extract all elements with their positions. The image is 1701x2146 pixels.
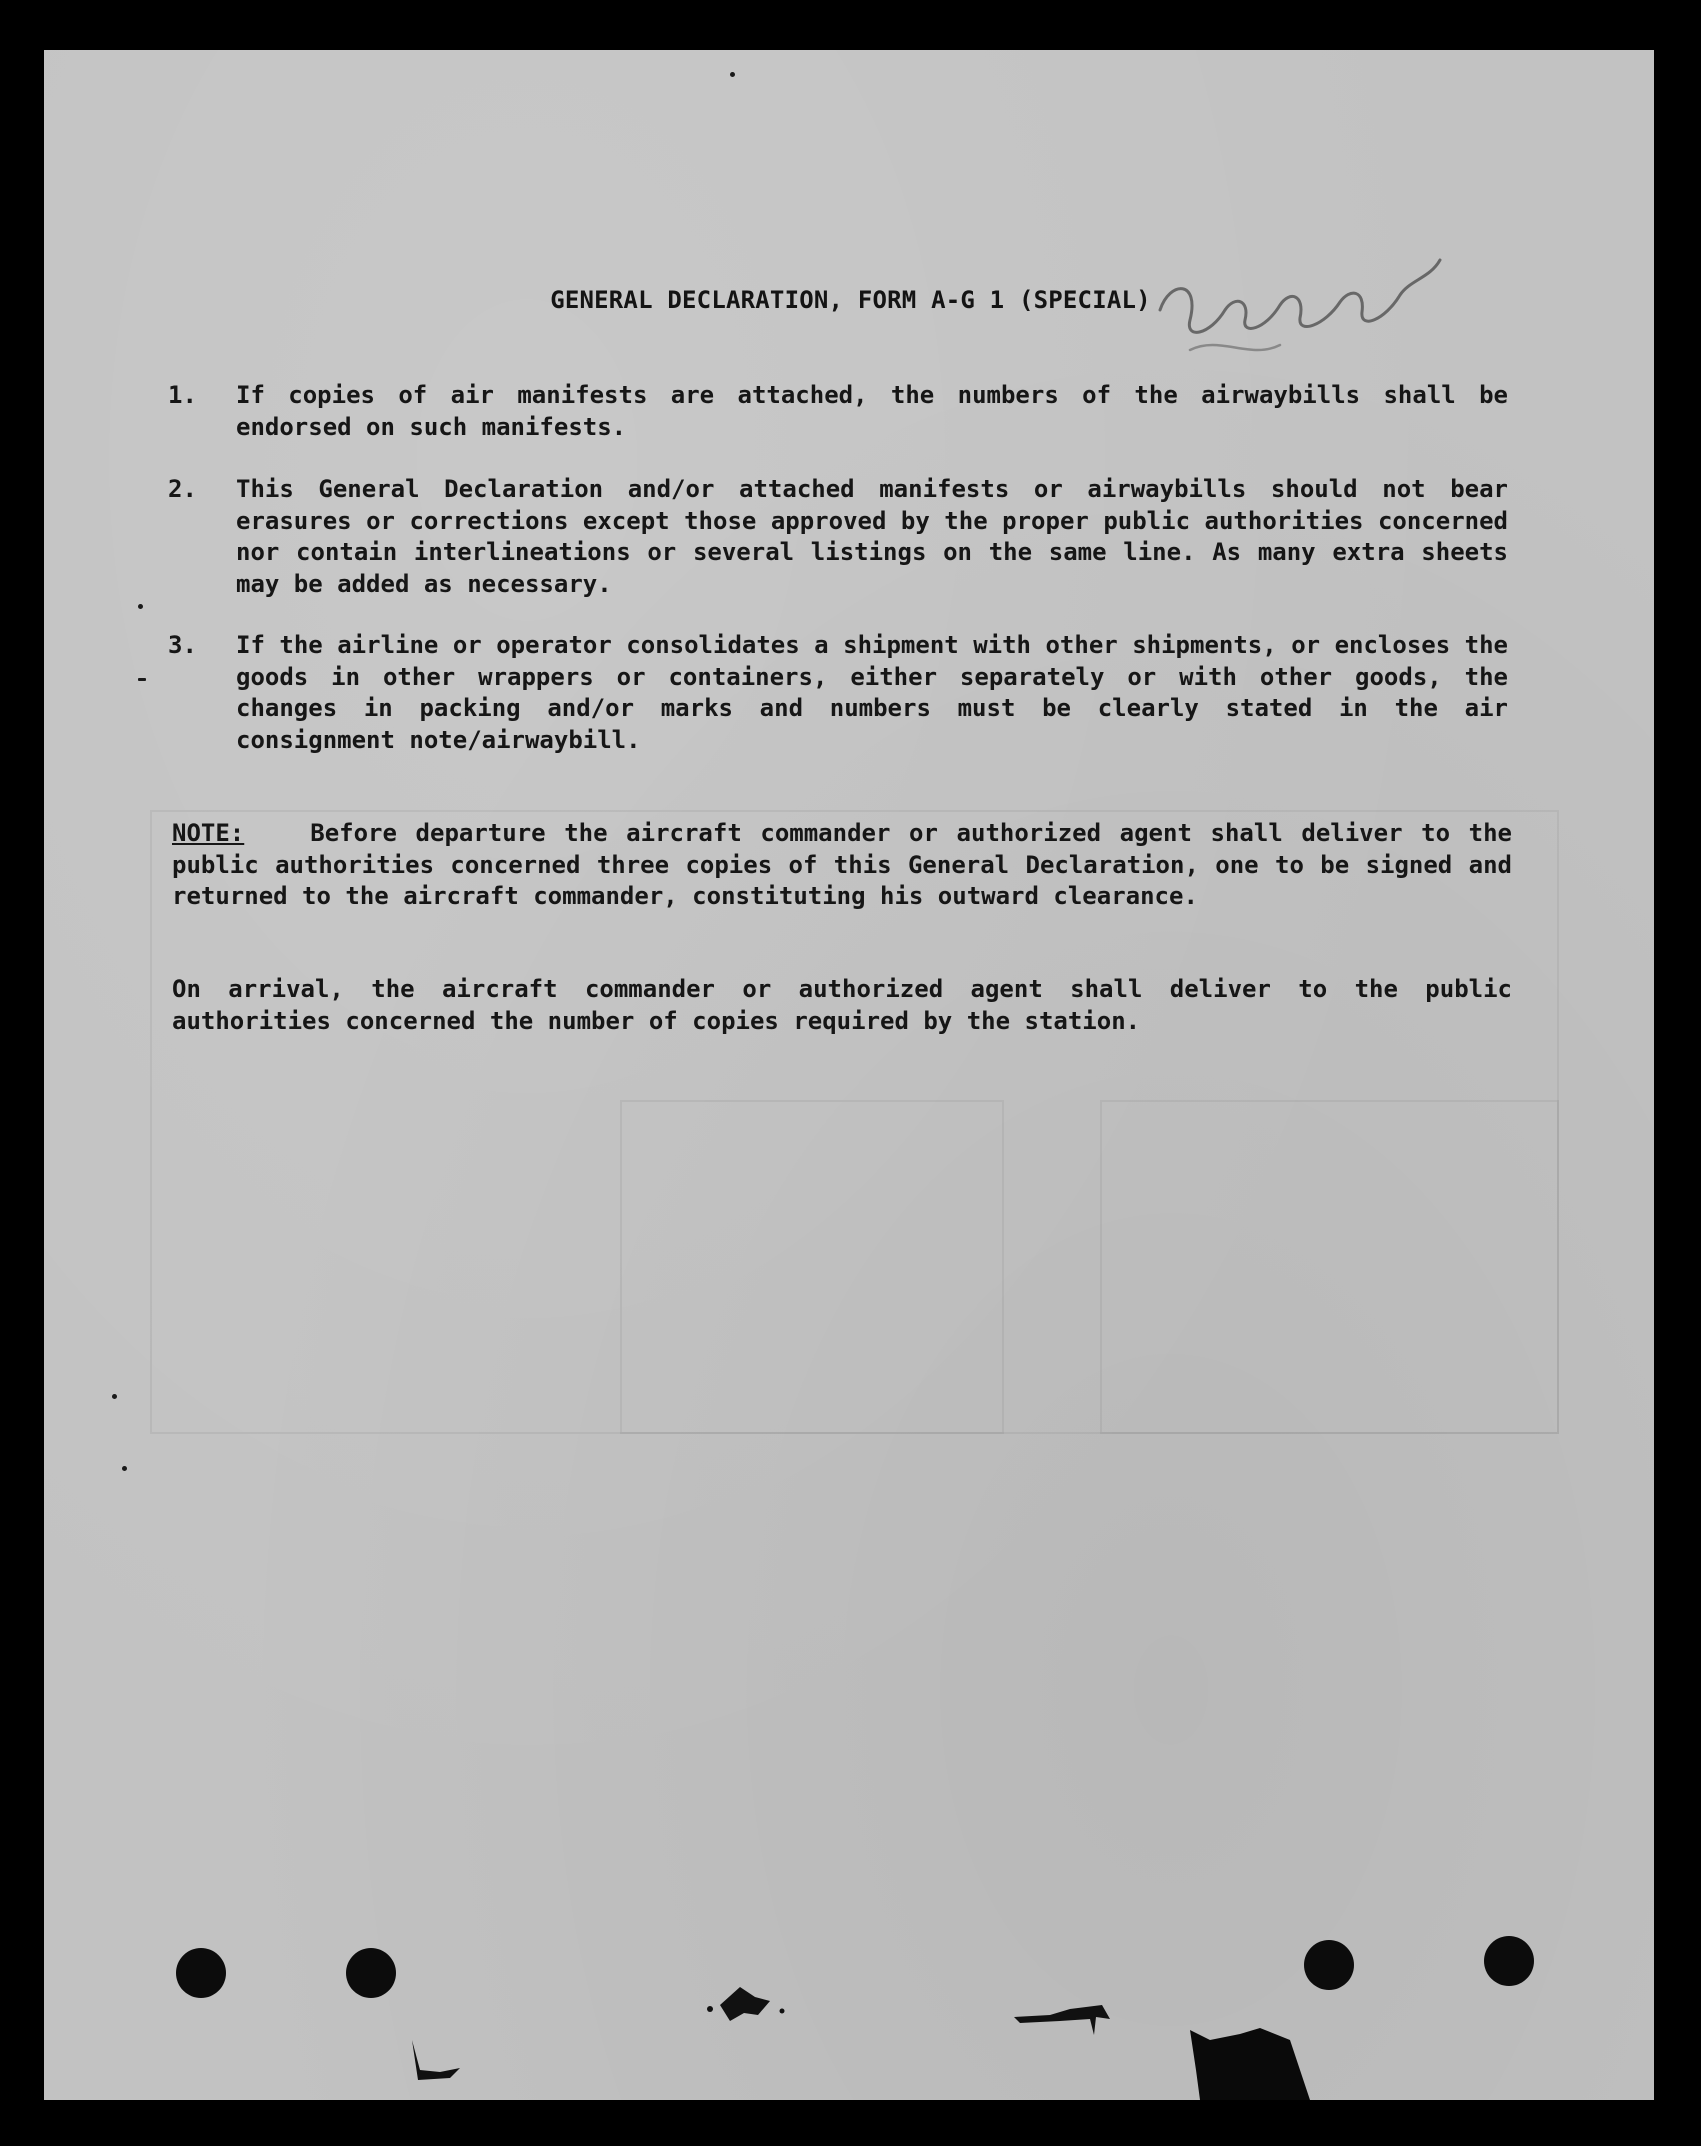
speck-mark xyxy=(122,1466,127,1471)
binding-hole xyxy=(176,1948,226,1998)
speck-mark xyxy=(138,678,146,681)
note-paragraph xyxy=(172,818,1512,913)
binding-hole xyxy=(346,1948,396,1998)
item-text: This General Declaration and/or attached manifests or airwaybills should not bear erasures or corrections except those approved by the proper public authorities concerned nor contain interlineations or several listings on the same line. As many extra sheets may be added as necessary. xyxy=(236,475,1508,598)
note-label: NOTE: xyxy=(172,819,245,847)
item-text: If the airline or operator consolidates a shipment with other shipments, or encloses the goods in other wrappers or containers, either separately or with other goods, the changes in packing and/or marks and numbers must be clearly stated in the air consignment note/airwaybill. xyxy=(236,631,1508,754)
speck-mark xyxy=(112,1394,117,1399)
speck-mark xyxy=(730,72,735,77)
speck-mark xyxy=(138,604,143,609)
torn-edge-mark xyxy=(1010,1995,1120,2055)
instruction-item-2 xyxy=(168,474,1508,604)
instruction-item-1 xyxy=(168,380,1508,450)
arrival-paragraph: On arrival, the aircraft commander or authorized agent shall deliver to the public authorities concerned the number of copies required by the station. xyxy=(172,975,1512,1035)
bleed-through-column xyxy=(620,1100,1004,1434)
binding-hole xyxy=(1484,1936,1534,1986)
item-number: 2. xyxy=(168,475,197,503)
torn-edge-mark xyxy=(400,2030,520,2090)
item-number: 3. xyxy=(168,631,197,659)
bleed-through-panel xyxy=(1100,1100,1559,1434)
torn-edge-mark xyxy=(1180,2020,1320,2100)
torn-edge-mark xyxy=(700,1975,800,2035)
item-text: If copies of air manifests are attached, the numbers of the airwaybills shall be endorsed on such manifests. xyxy=(236,381,1508,441)
item-number: 1. xyxy=(168,381,197,409)
document-title: GENERAL DECLARATION, FORM A-G 1 (SPECIAL) xyxy=(550,286,1151,314)
binding-hole xyxy=(1304,1940,1354,1990)
instruction-item-3 xyxy=(168,630,1508,760)
note-text: Before departure the aircraft commander or authorized agent shall deliver to the public authorities concerned three copies of this General Declaration, one to be signed and returned to the aircraft commander, constituting his outward clearance. xyxy=(172,819,1512,910)
